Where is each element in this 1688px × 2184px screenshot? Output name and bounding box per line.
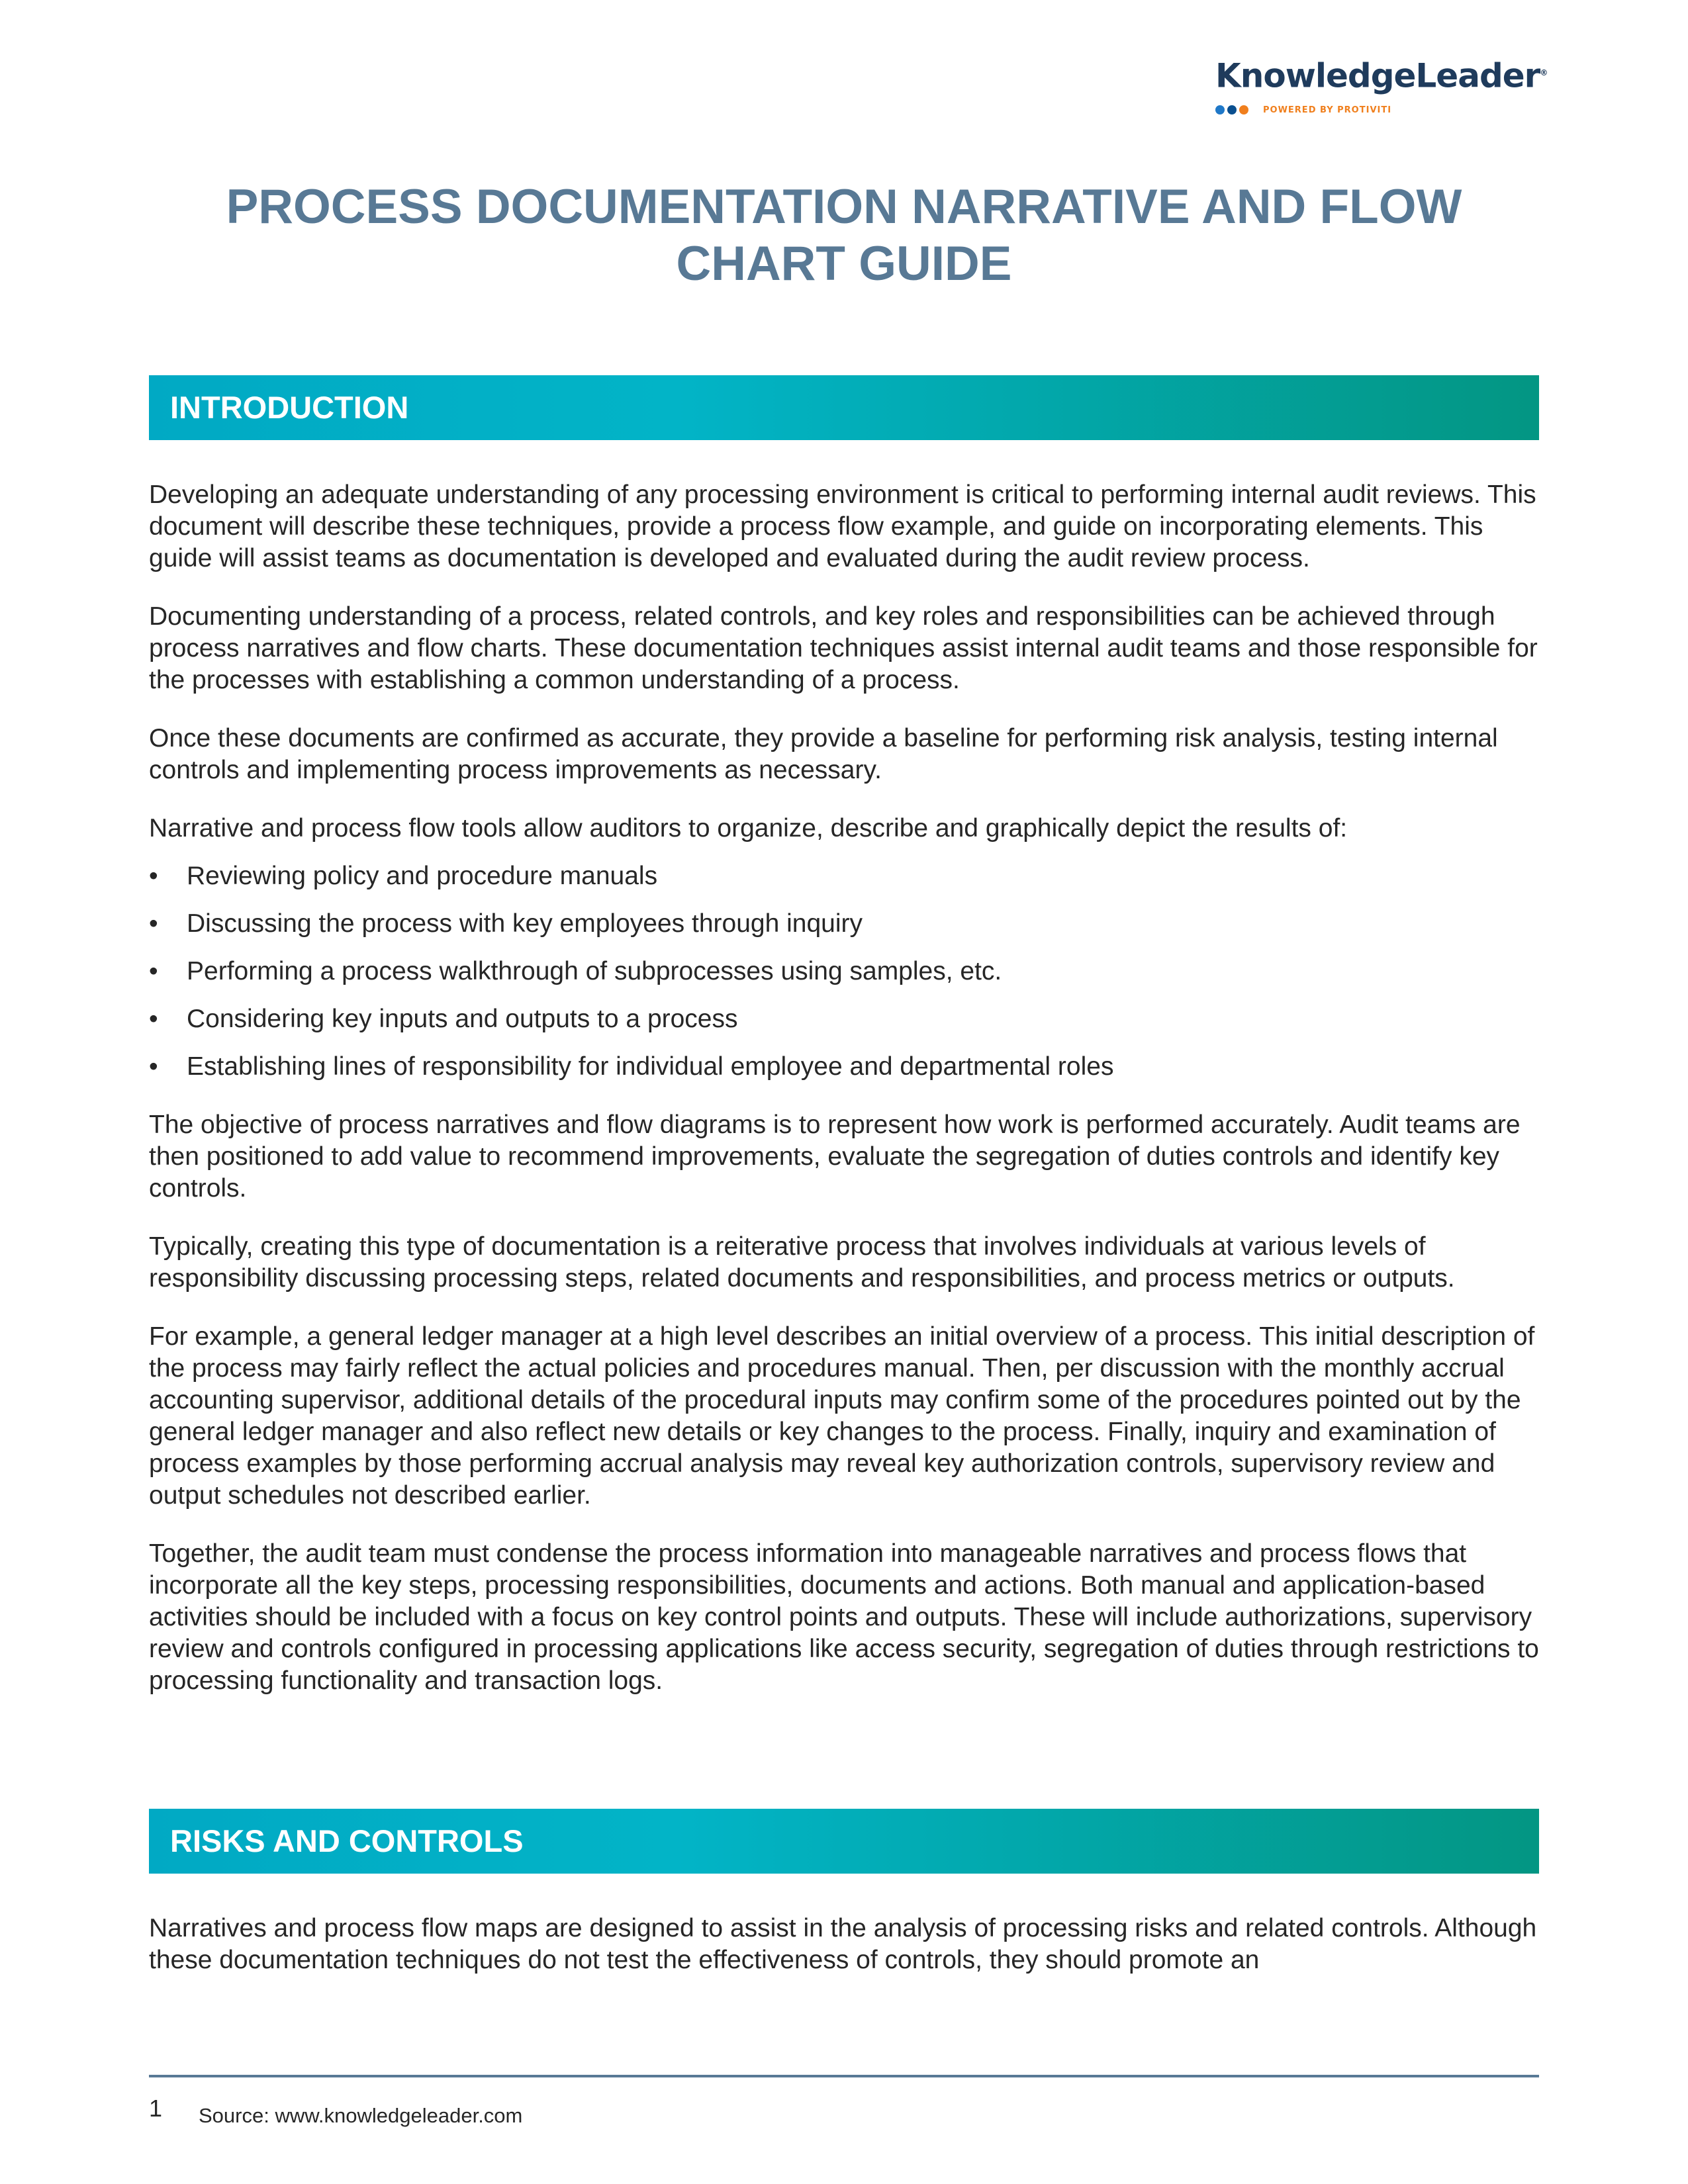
footer-source: Source: www.knowledgeleader.com bbox=[199, 2104, 523, 2127]
document-title-line-1: PROCESS DOCUMENTATION NARRATIVE AND FLOW bbox=[226, 180, 1462, 234]
section-heading-introduction: INTRODUCTION bbox=[149, 375, 1539, 440]
logo-dot-icon bbox=[1227, 105, 1237, 114]
paragraph: Documenting understanding of a process, related controls, and key roles and responsibilities can be achieved through process narratives and flow charts. These documentation techniques assist internal audit teams and those responsible for the processes with establishing a common understanding of a process. bbox=[149, 602, 1538, 694]
list-item-text: Establishing lines of responsibility for individual employee and departmental roles bbox=[187, 1052, 1114, 1081]
logo-dot-icon bbox=[1215, 105, 1225, 114]
paragraph: For example, a general ledger manager at a high level describes an initial overview of a process. This initial description of the process may fairly reflect the actual policies and procedures manual. Then, per discussion with the monthly accrual accounting supervisor, additional details of the procedural inputs may confirm some of the procedures pointed out by the general ledger manager and also reflect new details or key changes to the process. Finally, inquiry and examination of process examples by those performing accrual analysis may reveal key authorization controls, supervisory review and output schedules not described earlier. bbox=[149, 1322, 1535, 1510]
section-heading-risks-and-controls: RISKS AND CONTROLS bbox=[149, 1809, 1539, 1874]
list-item-text: Discussing the process with key employees through inquiry bbox=[187, 909, 863, 938]
logo-wordmark: KnowledgeLeader® bbox=[1215, 56, 1548, 95]
logo-dot-icon bbox=[1239, 105, 1248, 114]
document-title bbox=[149, 179, 1539, 293]
logo-tagline-row bbox=[1215, 105, 1533, 115]
list-item bbox=[149, 908, 1539, 940]
list-item bbox=[149, 956, 1539, 987]
paragraph: Once these documents are confirmed as accurate, they provide a baseline for performing risk analysis, testing internal controls and implementing process improvements as necessary. bbox=[149, 724, 1498, 784]
bullet-list bbox=[149, 860, 1539, 1083]
bullet-icon: • bbox=[149, 957, 158, 985]
document-title-line-2: CHART GUIDE bbox=[676, 237, 1012, 291]
bullet-icon: • bbox=[149, 909, 158, 938]
knowledgeleader-logo bbox=[1215, 53, 1548, 115]
list-item-text: Reviewing policy and procedure manuals bbox=[187, 862, 658, 890]
paragraph: Together, the audit team must condense the process information into manageable narratives and process flows that incorporate all the key steps, processing responsibilities, documents and actions. Both manual and application-based activities should be included with a focus on key control points and outputs. These will include authorizations, supervisory review and controls configured in processing applications like access security, segregation of duties through restrictions to processing functionality and transaction logs. bbox=[149, 1539, 1539, 1695]
logo-trademark: ® bbox=[1540, 68, 1548, 77]
list-item bbox=[149, 860, 1539, 892]
bullet-icon: • bbox=[149, 862, 158, 890]
list-item bbox=[149, 1051, 1539, 1083]
footer-divider bbox=[149, 2075, 1539, 2077]
bullet-icon: • bbox=[149, 1052, 158, 1081]
paragraph: Typically, creating this type of documentation is a reiterative process that involves individuals at various levels of responsibility discussing processing steps, related documents and responsibilities, and process metrics or outputs. bbox=[149, 1232, 1455, 1293]
bullet-icon: • bbox=[149, 1005, 158, 1033]
introduction-body bbox=[149, 479, 1539, 1723]
list-item-text: Performing a process walkthrough of subprocesses using samples, etc. bbox=[187, 957, 1002, 985]
list-item bbox=[149, 1003, 1539, 1035]
paragraph: Narratives and process flow maps are designed to assist in the analysis of processing risks and related controls. Although these documentation techniques do not test the effectiveness of controls, they should promote an bbox=[149, 1914, 1537, 1974]
paragraph: Narrative and process flow tools allow auditors to organize, describe and graphically depict the results of: bbox=[149, 814, 1348, 842]
list-item-text: Considering key inputs and outputs to a process bbox=[187, 1005, 738, 1033]
logo-tagline: POWERED BY PROTIVITI bbox=[1263, 105, 1392, 115]
page-number: 1 bbox=[149, 2095, 163, 2122]
paragraph: The objective of process narratives and flow diagrams is to represent how work is performed accurately. Audit teams are then positioned to add value to recommend improvements, evaluate the segregation of duties controls and identify key controls. bbox=[149, 1111, 1521, 1203]
paragraph: Developing an adequate understanding of any processing environment is critical to performing internal audit reviews. This document will describe these techniques, provide a process flow example, and guide on incorporating elements. This guide will assist teams as documentation is developed and evaluated during the audit review process. bbox=[149, 480, 1536, 572]
risks-body bbox=[149, 1913, 1539, 2003]
